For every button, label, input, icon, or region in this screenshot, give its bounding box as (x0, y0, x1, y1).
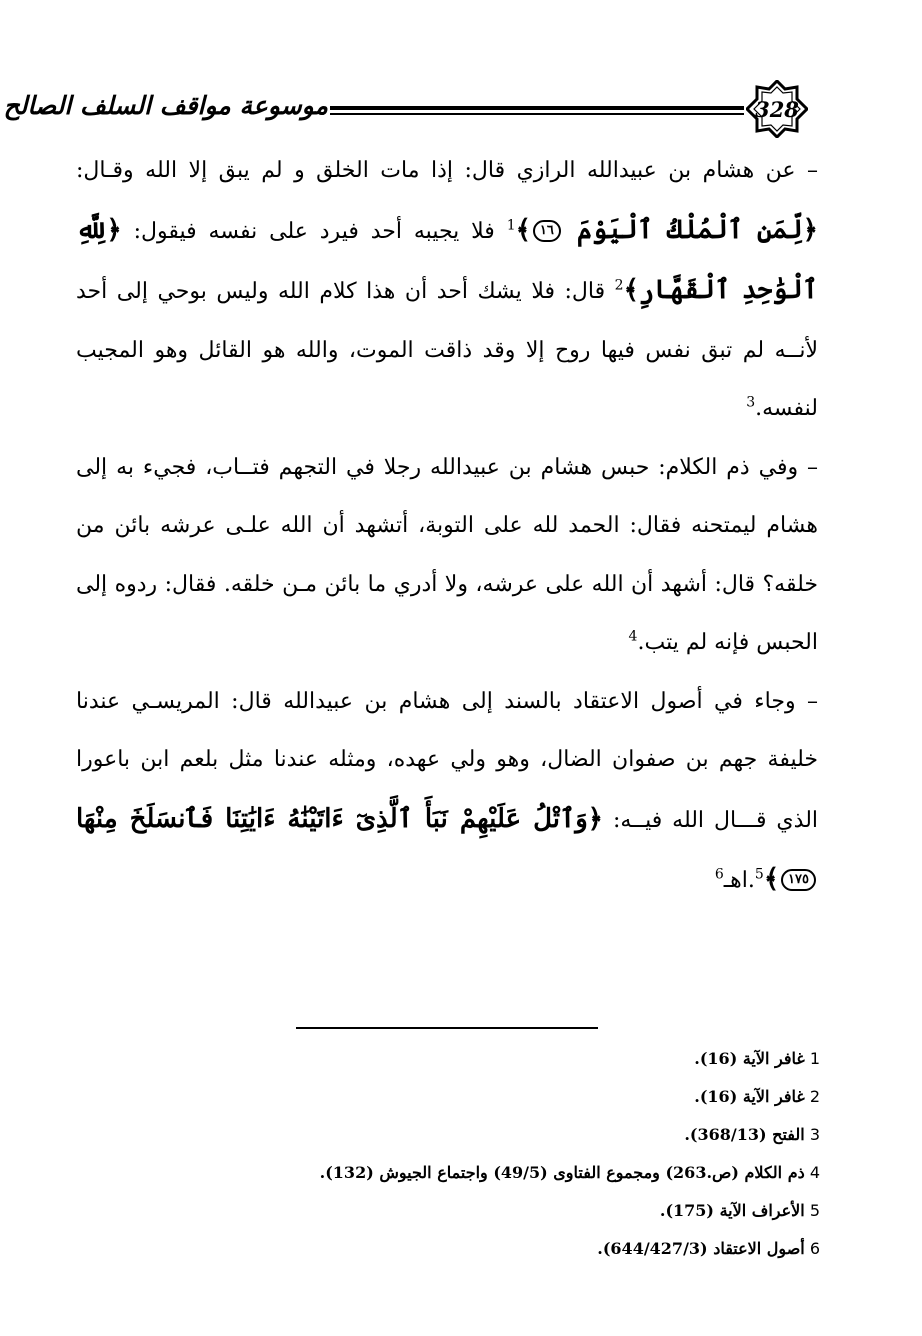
paragraph-text: – وجاء في أصول الاعتقاد بالسند إلى هشام بن عبيدالله قال: المريسـي عندنا خليفة جهم بن صفوان الضال، وهو ولي عهده، ومثله عندنا مثل بلعم ابن باعورا الذي قـــال الله فيــه: (76, 688, 819, 833)
paragraph-2 (76, 439, 818, 673)
page-number: 328 (755, 96, 799, 122)
footnote-item (200, 1078, 820, 1116)
footnote-number: 4 (809, 1163, 820, 1182)
footnote-text: ذم الكلام (ص.263) ومجموع الفتاوى (49/5) واجتماع الجيوش (132). (319, 1163, 805, 1182)
paragraph-text: .اهـ (723, 868, 755, 893)
quran-verse (516, 215, 818, 245)
footnote-text: الفتح (368/13). (684, 1125, 805, 1144)
quran-verse-text: ﴿وَٱتْلُ عَلَيْهِمْ نَبَأَ ٱلَّذِىٓ ءَاتَيْنَٰهُ ءَايَٰتِنَا فَٱنسَلَخَ مِنْهَا (76, 803, 604, 834)
footnote-ref-1[interactable]: 1 (506, 217, 516, 234)
footnote-text: غافر الآية (16). (694, 1087, 805, 1106)
quran-verse: ﴿لِلَّهِ ٱلْوَٰحِدِ ٱلْقَهَّارِ﴾ (76, 214, 818, 305)
footnote-item (200, 1040, 820, 1078)
paragraph-text: – عن هشام بن عبيدالله الرازي قال: إذا مات الخلق و لم يبق إلا الله وقـال: (76, 158, 818, 183)
paragraph-text: – وفي ذم الكلام: حبس هشام بن عبيدالله رجلا في التجهم فتــاب، فجيء به إلى هشام ليمتحنه فقال: الحمد لله على التوبة، أتشهد أن الله علـى عرشه بائن من خلقه؟ قال: أشهد أن الله على عرشه، ولا أدري ما بائن مـن خلقه. فقال: ردوه إلى الحبس فإنه لم يتب. (76, 454, 818, 655)
quran-bracket-close: ﴾ (763, 864, 780, 894)
series-title: موسوعة مواقف السلف الصالح (3, 91, 328, 120)
header-rule-thin (330, 113, 744, 115)
page-number-badge (746, 80, 808, 138)
footnotes (200, 1040, 820, 1268)
footnote-number: 1 (809, 1049, 820, 1068)
paragraph-3 (76, 673, 818, 911)
footnote-separator (296, 1027, 598, 1029)
footnote-ref-6[interactable]: 6 (714, 866, 724, 883)
paragraph-text: قال: فلا يشك أحد أن هذا كلام الله وليس بوحي إلى أحد لأنــه لم تبق نفس فيها روح إلا وقد ذاقت الموت، والله هو القائل وهو المجيب لنفسه. (76, 279, 818, 421)
footnote-number: 5 (809, 1201, 820, 1220)
ayah-number-mark: ١٧٥ (781, 869, 816, 891)
footnote-item (200, 1230, 820, 1268)
footnote-ref-2[interactable]: 2 (614, 277, 624, 294)
footnote-text: أصول الاعتقاد (644/427/3). (597, 1239, 805, 1258)
footnote-item (200, 1192, 820, 1230)
page-header (3, 78, 836, 138)
footnote-number: 6 (809, 1239, 820, 1258)
quran-bracket-close: ﴾ (515, 214, 531, 245)
footnote-item (200, 1154, 820, 1192)
quran-verse-text: ﴿لِّمَنِ ٱلْمُلْكُ ٱلْيَوْمَ (576, 214, 818, 245)
ayah-number-mark: ١٦ (533, 220, 561, 242)
footnote-number: 2 (809, 1087, 820, 1106)
footnote-ref-3[interactable]: 3 (746, 394, 756, 411)
footnote-ref-5[interactable]: 5 (754, 866, 764, 883)
paragraph-1 (76, 142, 818, 439)
footnote-text: الأعراف الآية (175). (659, 1201, 805, 1220)
paragraph-text: فلا يجيبه أحد فيرد على نفسه فيقول: (133, 218, 495, 244)
footnote-ref-4[interactable]: 4 (628, 628, 638, 645)
body-text (76, 142, 818, 911)
footnote-item (200, 1116, 820, 1154)
footnote-number: 3 (809, 1125, 820, 1144)
footnote-text: غافر الآية (16). (694, 1049, 805, 1068)
header-rule-thick (330, 106, 744, 110)
